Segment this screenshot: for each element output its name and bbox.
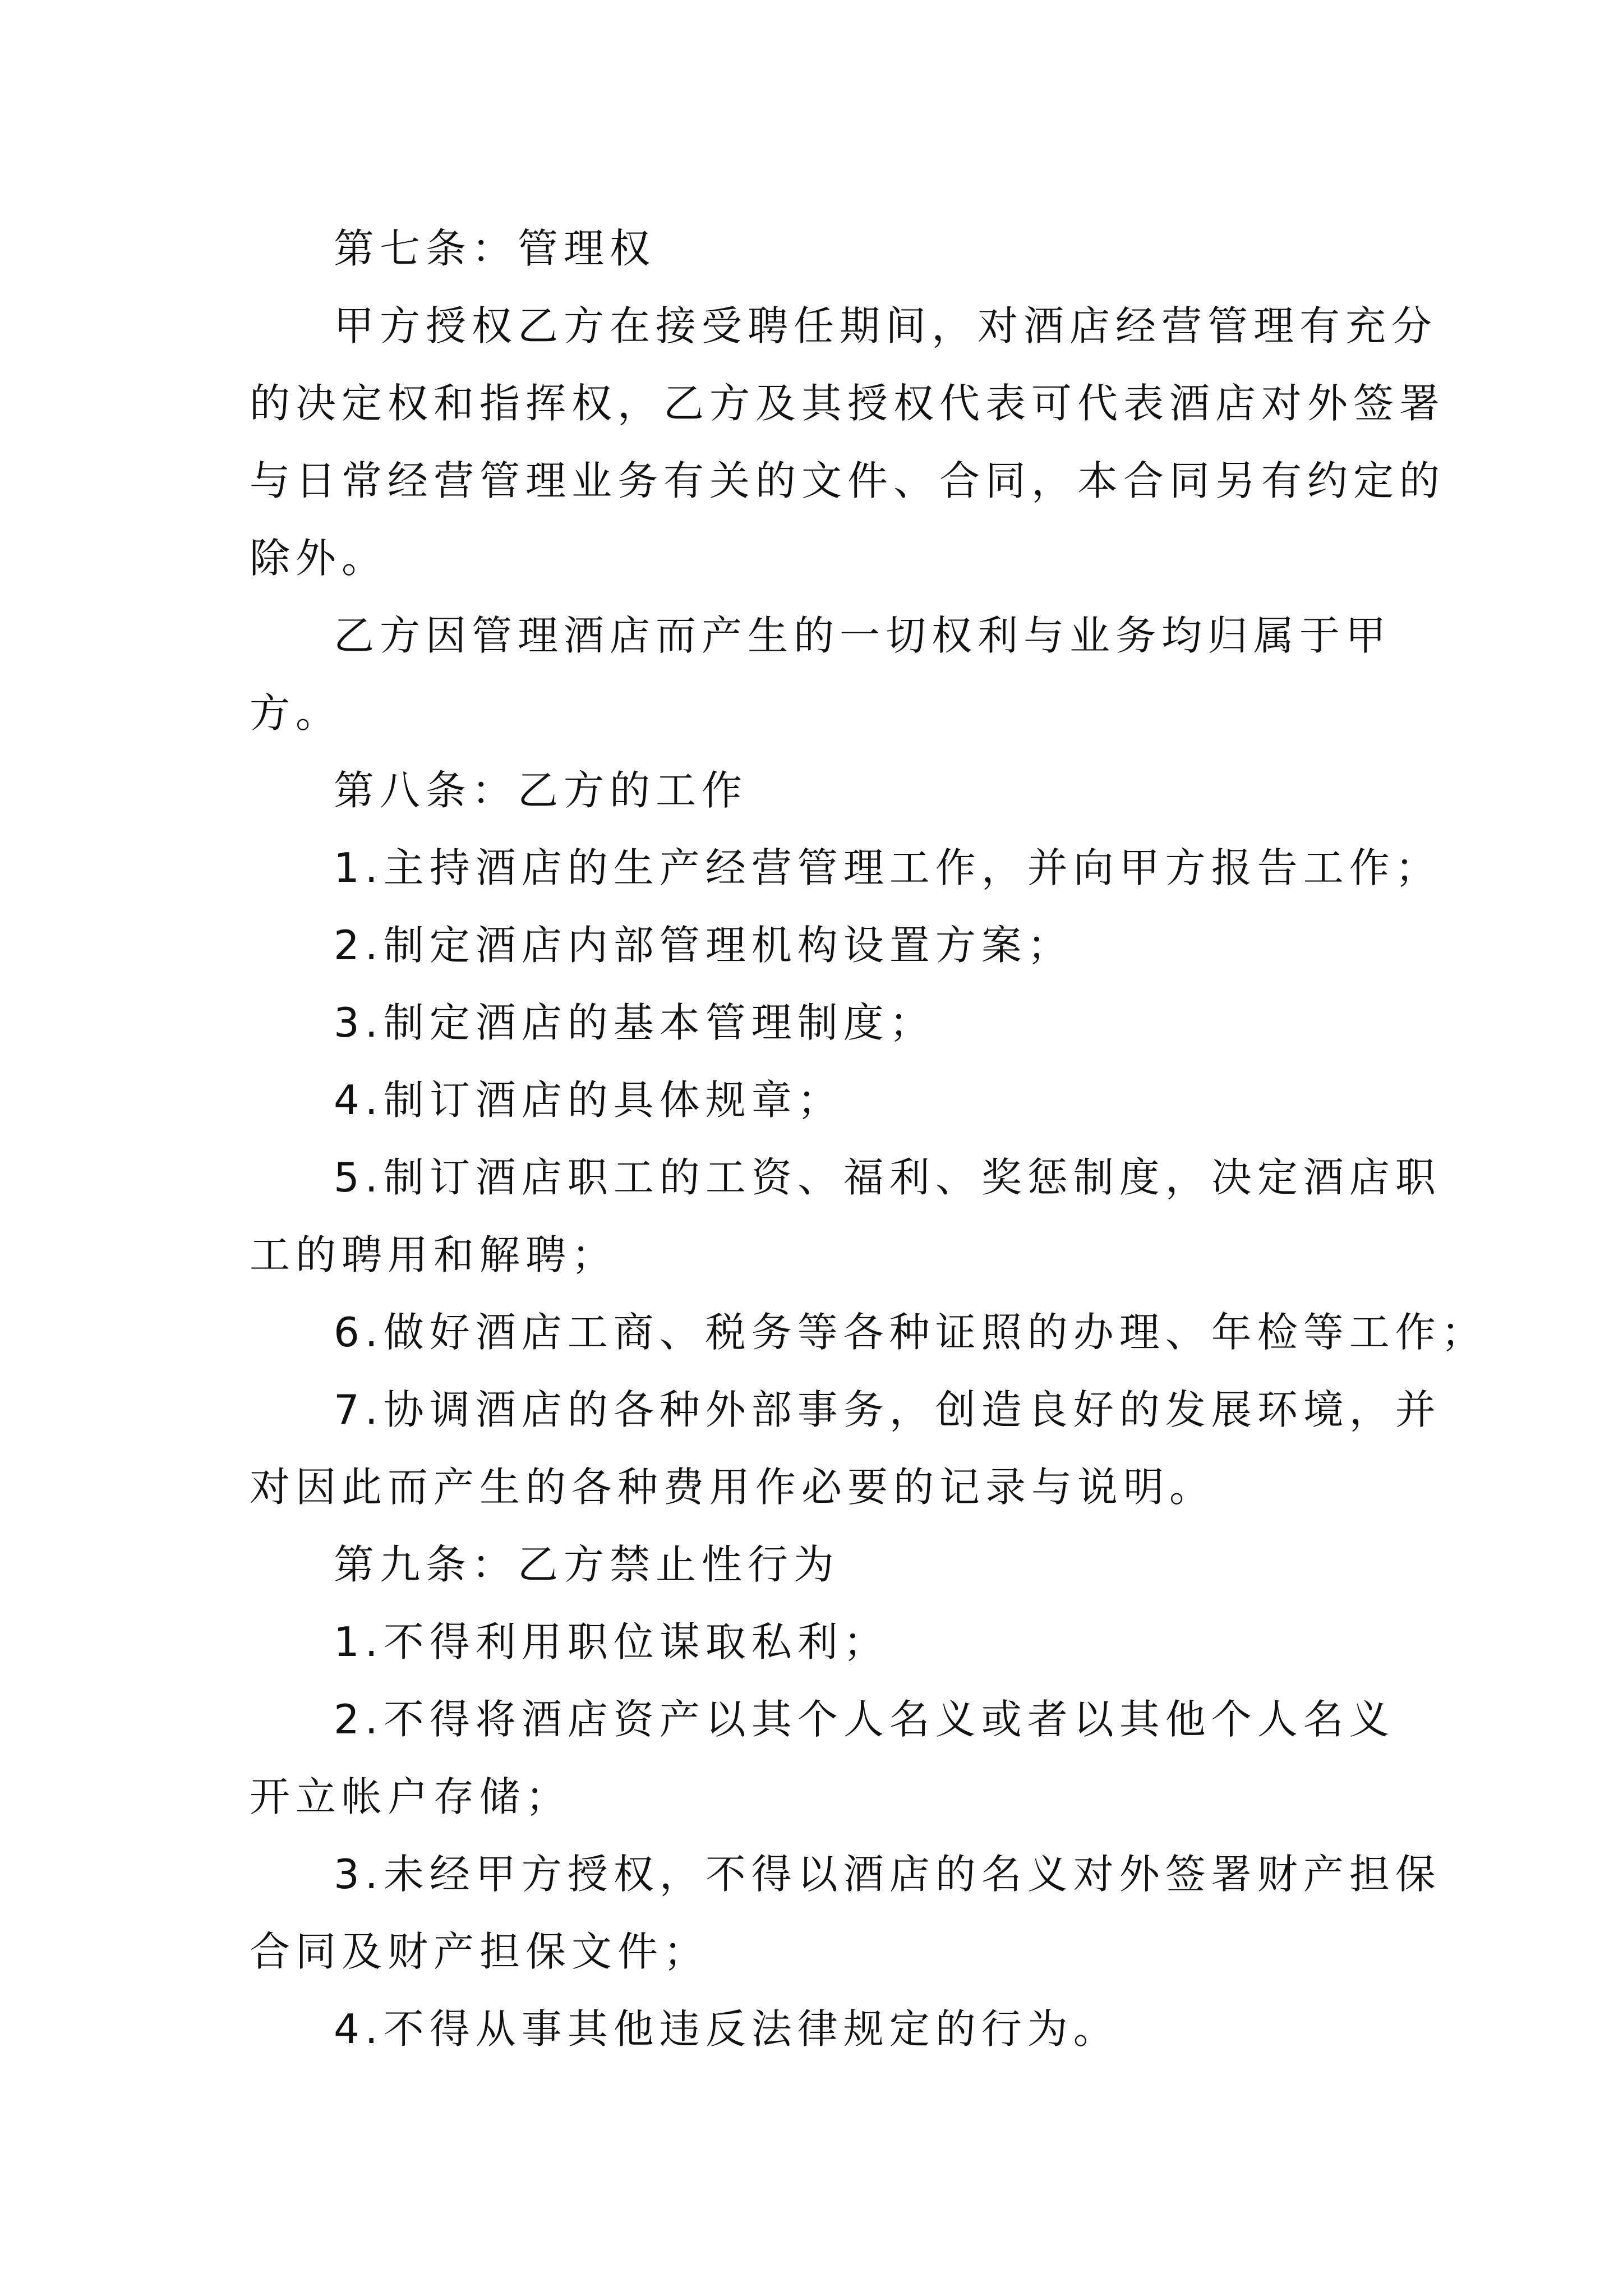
article-8-item-1: 1.主持酒店的生产经营管理工作，并向甲方报告工作； xyxy=(334,844,1441,891)
article-9-item-4: 4.不得从事其他违反法律规定的行为。 xyxy=(334,2005,1119,2053)
article-9-item-2-line-1: 2.不得将酒店资产以其个人名义或者以其他个人名义 xyxy=(334,1696,1395,1743)
article-7-paragraph-2-line-1: 乙方因管理酒店而产生的一切权利与业务均归属于甲 xyxy=(334,612,1392,659)
article-8-heading: 第八条：乙方的工作 xyxy=(334,767,748,814)
article-7-paragraph-1-line-3: 与日常经营管理业务有关的文件、合同，本合同另有约定的 xyxy=(250,457,1446,504)
article-7-paragraph-1-line-4: 除外。 xyxy=(250,535,388,582)
article-8-item-4: 4.制订酒店的具体规章； xyxy=(334,1076,843,1124)
document-body xyxy=(250,210,1487,2068)
article-9-item-2-line-2: 开立帐户存储； xyxy=(250,1773,572,1820)
article-8-item-5-line-2: 工的聘用和解聘； xyxy=(250,1231,618,1278)
article-7-paragraph-1-line-1: 甲方授权乙方在接受聘任期间，对酒店经营管理有充分 xyxy=(334,302,1438,349)
article-9-item-1: 1.不得利用职位谋取私利； xyxy=(334,1618,889,1665)
article-8-item-2: 2.制定酒店内部管理机构设置方案； xyxy=(334,922,1073,969)
article-8-item-7-line-1: 7.协调酒店的各种外部事务，创造良好的发展环境，并 xyxy=(334,1386,1441,1433)
article-8-item-7-line-2: 对因此而产生的各种费用作必要的记录与说明。 xyxy=(250,1464,1216,1511)
article-8-item-3: 3.制定酒店的基本管理制度； xyxy=(334,999,935,1046)
article-7-paragraph-1-line-2: 的决定权和指挥权，乙方及其授权代表可代表酒店对外签署 xyxy=(250,380,1446,427)
article-9-heading: 第九条：乙方禁止性行为 xyxy=(334,1541,840,1588)
article-8-item-6: 6.做好酒店工商、税务等各种证照的办理、年检等工作； xyxy=(334,1309,1487,1356)
article-9-item-3-line-2: 合同及财产担保文件； xyxy=(250,1928,710,1975)
article-7-heading: 第七条：管理权 xyxy=(334,225,656,272)
article-8-item-5-line-1: 5.制订酒店职工的工资、福利、奖惩制度，决定酒店职 xyxy=(334,1154,1441,1201)
article-9-item-3-line-1: 3.未经甲方授权，不得以酒店的名义对外签署财产担保 xyxy=(334,1851,1441,1898)
article-7-paragraph-2-line-2: 方。 xyxy=(250,689,342,737)
